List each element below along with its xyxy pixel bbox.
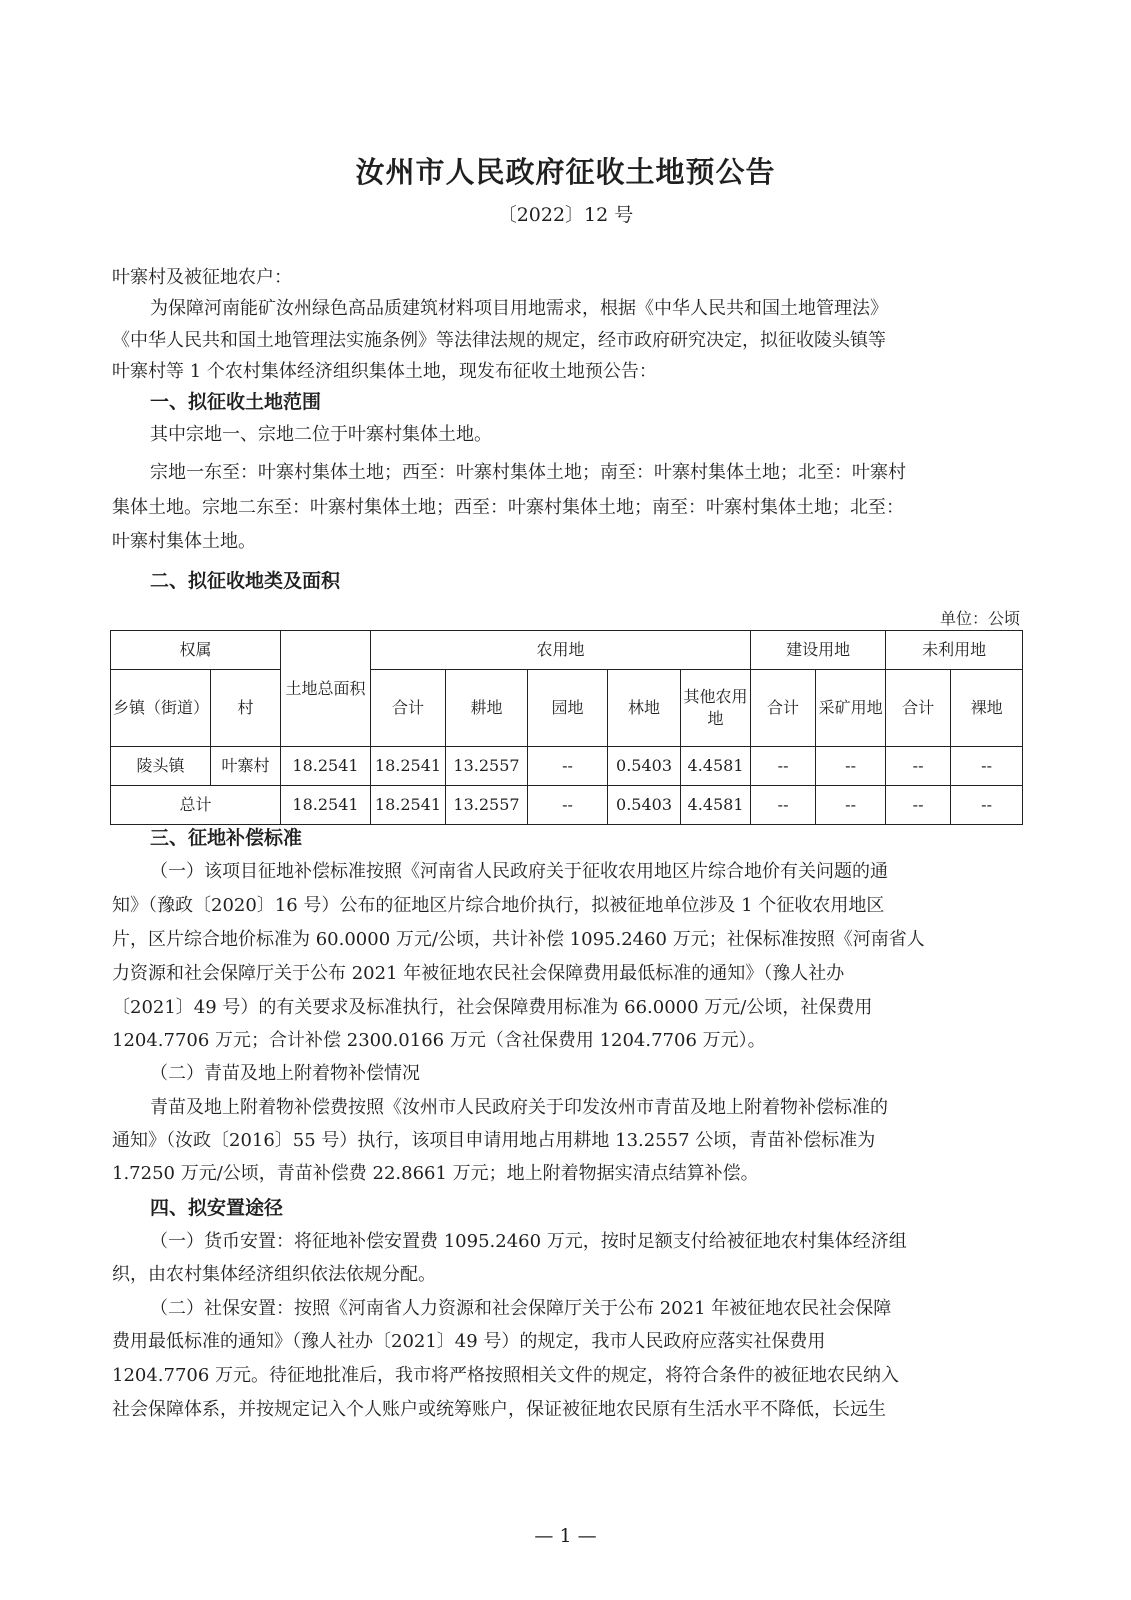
section4-line: （一）货币安置：将征地补偿安置费 1095.2460 万元，按时足额支付给被征地农村集体经济组 [150, 1231, 907, 1252]
header-subtotal: 合计 [886, 670, 951, 747]
document-title: 汝州市人民政府征收土地预公告 [355, 155, 776, 189]
table-cell: -- [816, 747, 886, 786]
section3-line: 青苗及地上附着物补偿费按照《汝州市人民政府关于印发汝州市青苗及地上附着物补偿标准的 [150, 1097, 888, 1118]
table-cell: 4.4581 [681, 786, 751, 825]
document-number: 〔2022〕12 号 [497, 204, 634, 226]
table-cell: 0.5403 [608, 747, 681, 786]
table-cell: 13.2557 [446, 786, 528, 825]
table-cell: 18.2541 [281, 786, 371, 825]
section1-line: 其中宗地一、宗地二位于叶寨村集体土地。 [150, 424, 492, 445]
section3-line: 1.7250 万元/公顷，青苗补偿费 22.8661 万元；地上附着物据实清点结算补偿。 [112, 1163, 759, 1184]
table-cell: -- [886, 747, 951, 786]
section1-line: 集体土地。宗地二东至：叶寨村集体土地；西至：叶寨村集体土地；南至：叶寨村集体土地；北至： [112, 497, 904, 518]
unit-label: 单位：公顷 [939, 609, 1020, 628]
header-other-farmland: 其他农用地 [681, 670, 751, 747]
page-number: — 1 — [534, 1525, 597, 1547]
section3-line: （一）该项目征地补偿标准按照《河南省人民政府关于征收农用地区片综合地价有关问题的通 [150, 861, 888, 882]
table-cell: -- [951, 786, 1023, 825]
section3-subheading: （二）青苗及地上附着物补偿情况 [150, 1063, 420, 1084]
table-cell: 13.2557 [446, 747, 528, 786]
section3-line: 通知》（汝政〔2016〕55 号）执行，该项目申请用地占用耕地 13.2557 公顷，青苗补偿标准为 [112, 1130, 876, 1151]
table-cell: 18.2541 [371, 786, 446, 825]
table-cell: -- [528, 786, 608, 825]
table-cell: 4.4581 [681, 747, 751, 786]
header-bare: 裸地 [951, 670, 1023, 747]
section-heading: 四、拟安置途径 [150, 1197, 284, 1219]
header-mining: 采矿用地 [816, 670, 886, 747]
section-heading: 二、拟征收地类及面积 [150, 570, 341, 592]
section4-line: 织，由农村集体经济组织依法依规分配。 [112, 1264, 436, 1285]
intro-line: 为保障河南能矿汝州绿色高品质建筑材料项目用地需求，根据《中华人民共和国土地管理法》 [150, 298, 888, 319]
table-cell: 陵头镇 [111, 747, 211, 786]
table-cell: -- [886, 786, 951, 825]
header-village: 村 [211, 670, 281, 747]
section3-line: 力资源和社会保障厅关于公布 2021 年被征地农民社会保障费用最低标准的通知》（豫人社办 [112, 963, 845, 984]
table-cell: 18.2541 [281, 747, 371, 786]
table-total-row [111, 786, 1023, 825]
table-cell: -- [528, 747, 608, 786]
table-cell: -- [751, 747, 816, 786]
salutation: 叶寨村及被征地农户： [112, 267, 292, 288]
section3-line: 知》（豫政〔2020〕16 号）公布的征地区片综合地价执行，拟被征地单位涉及 1 个征收农用地区 [112, 895, 885, 916]
table-cell: 叶寨村 [211, 747, 281, 786]
section-heading: 三、征地补偿标准 [150, 827, 303, 849]
section-heading: 一、拟征收土地范围 [150, 391, 322, 413]
header-unused: 未利用地 [886, 631, 1023, 670]
table-cell: -- [751, 786, 816, 825]
table-cell: -- [951, 747, 1023, 786]
section3-line: 片，区片综合地价标准为 60.0000 万元/公顷，共计补偿 1095.2460 万元；社保标准按照《河南省人 [112, 929, 925, 950]
header-farmland: 农用地 [371, 631, 751, 670]
section4-line: （二）社保安置：按照《河南省人力资源和社会保障厅关于公布 2021 年被征地农民社会保障 [150, 1298, 892, 1319]
table-cell: -- [816, 786, 886, 825]
section4-line: 费用最低标准的通知》（豫人社办〔2021〕49 号）的规定，我市人民政府应落实社保费用 [112, 1331, 826, 1352]
intro-line: 《中华人民共和国土地管理法实施条例》等法律法规的规定，经市政府研究决定，拟征收陵头镇等 [112, 330, 886, 351]
section3-line: 1204.7706 万元；合计补偿 2300.0166 万元（含社保费用 1204.7706 万元）。 [112, 1030, 766, 1051]
section1-line: 叶寨村集体土地。 [112, 531, 256, 552]
section4-line: 1204.7706 万元。待征地批准后，我市将严格按照相关文件的规定，将符合条件的被征地农民纳入 [112, 1365, 900, 1386]
header-town: 乡镇（街道） [111, 670, 211, 747]
header-subtotal: 合计 [751, 670, 816, 747]
intro-line: 叶寨村等 1 个农村集体经济组织集体土地，现发布征收土地预公告： [112, 361, 657, 382]
header-total-area: 土地总面积 [281, 631, 371, 747]
section1-line: 宗地一东至：叶寨村集体土地；西至：叶寨村集体土地；南至：叶寨村集体土地；北至：叶寨村 [150, 462, 906, 483]
header-forest: 林地 [608, 670, 681, 747]
table-cell: 18.2541 [371, 747, 446, 786]
land-area-table [110, 630, 1023, 825]
section4-line: 社会保障体系，并按规定记入个人账户或统筹账户，保证被征地农民原有生活水平不降低，长远生 [112, 1399, 886, 1420]
table-cell: 总计 [111, 786, 281, 825]
section3-line: 〔2021〕49 号）的有关要求及标准执行，社会保障费用标准为 66.0000 万元/公顷，社保费用 [112, 997, 873, 1018]
header-construction: 建设用地 [751, 631, 886, 670]
header-cultivated: 耕地 [446, 670, 528, 747]
table-cell: 0.5403 [608, 786, 681, 825]
header-garden: 园地 [528, 670, 608, 747]
header-subtotal: 合计 [371, 670, 446, 747]
header-ownership: 权属 [111, 631, 281, 670]
table-row [111, 747, 1023, 786]
